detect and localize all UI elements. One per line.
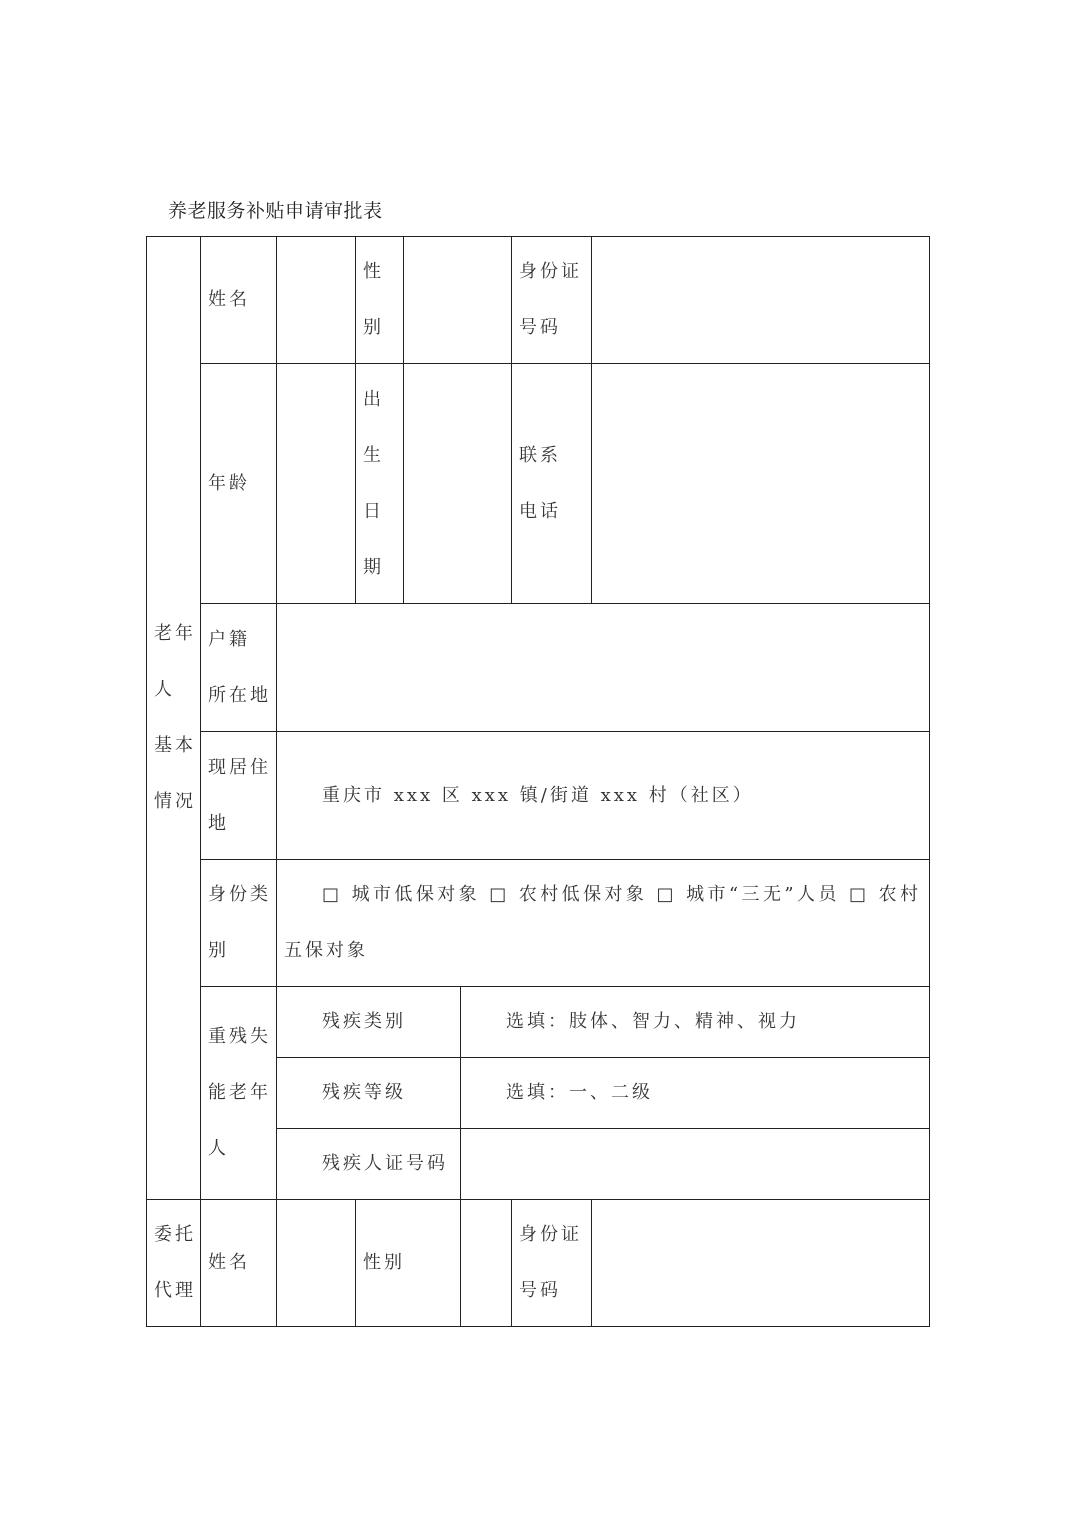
- elder-id-field[interactable]: [592, 237, 930, 364]
- elder-name-label: 姓名: [201, 237, 277, 364]
- elder-section-label: 老年 人 基本 情况: [147, 237, 201, 1200]
- elder-hukou-label: 户籍 所在地: [201, 604, 277, 732]
- elder-row-disability-type: [147, 987, 930, 1058]
- elder-birth-label: 出 生 日 期: [356, 364, 404, 604]
- elder-row-hukou: [147, 604, 930, 732]
- agent-gender-label: 性别: [356, 1200, 461, 1327]
- elder-row-identity: [147, 860, 930, 987]
- agent-name-field[interactable]: [277, 1200, 356, 1327]
- elder-identity-options[interactable]: □ 城市低保对象 □ 农村低保对象 □ 城市“三无”人员 □ 农村五保对象: [277, 860, 930, 987]
- agent-id-field[interactable]: [592, 1200, 930, 1327]
- disability-type-label: 残疾类别: [277, 987, 461, 1058]
- elder-age-label: 年龄: [201, 364, 277, 604]
- disability-cert-label: 残疾人证号码: [277, 1129, 461, 1200]
- agent-row: [147, 1200, 930, 1327]
- elder-hukou-field[interactable]: [277, 604, 930, 732]
- agent-id-label: 身份证 号码: [512, 1200, 592, 1327]
- elder-row-name: [147, 237, 930, 364]
- elder-id-label: 身份证 号码: [512, 237, 592, 364]
- disability-type-field[interactable]: 选填：肢体、智力、精神、视力: [461, 987, 930, 1058]
- elder-name-field[interactable]: [277, 237, 356, 364]
- elder-gender-label: 性 别: [356, 237, 404, 364]
- elder-residence-field[interactable]: 重庆市 xxx 区 xxx 镇/街道 xxx 村（社区）: [277, 732, 930, 860]
- elder-birth-field[interactable]: [404, 364, 512, 604]
- elder-disabled-label: 重残失 能老年 人: [201, 987, 277, 1200]
- application-form-table: [146, 236, 930, 1327]
- disability-cert-field[interactable]: [461, 1129, 930, 1200]
- elder-age-field[interactable]: [277, 364, 356, 604]
- elder-identity-label: 身份类 别: [201, 860, 277, 987]
- disability-level-label: 残疾等级: [277, 1058, 461, 1129]
- elder-gender-field[interactable]: [404, 237, 512, 364]
- elder-residence-label: 现居住 地: [201, 732, 277, 860]
- elder-row-residence: [147, 732, 930, 860]
- disability-level-field[interactable]: 选填：一、二级: [461, 1058, 930, 1129]
- elder-phone-label: 联系 电话: [512, 364, 592, 604]
- elder-row-age: [147, 364, 930, 604]
- agent-gender-field[interactable]: [461, 1200, 512, 1327]
- agent-name-label: 姓名: [201, 1200, 277, 1327]
- elder-phone-field[interactable]: [592, 364, 930, 604]
- agent-section-label: 委托 代理: [147, 1200, 201, 1327]
- form-title: 养老服务补贴申请审批表: [168, 200, 383, 222]
